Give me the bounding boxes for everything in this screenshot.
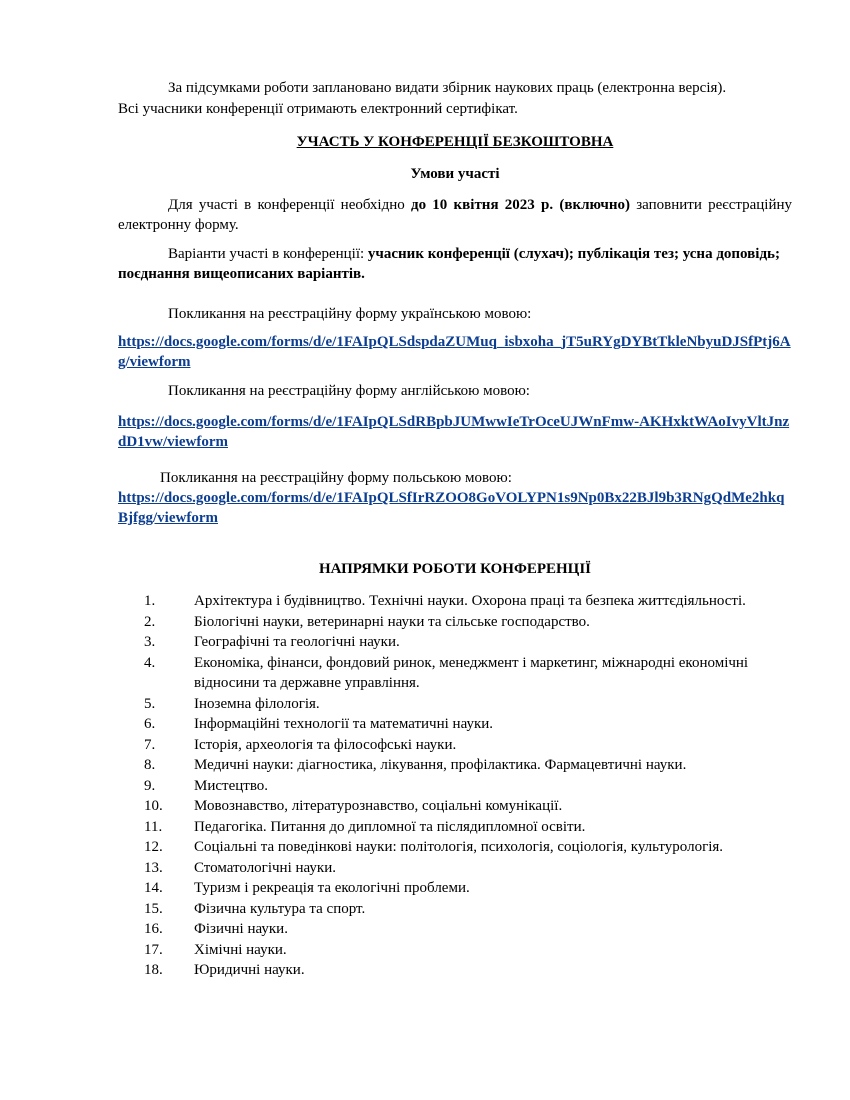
ua-form-link[interactable]: https://docs.google.com/forms/d/e/1FAIpQLSdspdaZUMuq_isbxoha_jT5uRYgDYBtTkleNbyuDJSfPtj6Ag/viewform bbox=[118, 334, 791, 370]
direction-item bbox=[118, 899, 792, 920]
direction-number: 5. bbox=[144, 695, 156, 712]
direction-text: Історія, археологія та філософські науки. bbox=[194, 736, 457, 753]
direction-number: 18. bbox=[144, 962, 163, 978]
direction-item bbox=[118, 878, 792, 899]
en-form-link-wrap bbox=[118, 412, 792, 452]
direction-item bbox=[118, 755, 792, 776]
intro-line-2: Всі учасники конференції отримають електронний сертифікат. bbox=[118, 101, 518, 117]
direction-number: 3. bbox=[144, 634, 156, 650]
deadline-text-after: заповнити реєстраційну електронну форму. bbox=[118, 197, 792, 233]
direction-item bbox=[118, 919, 792, 940]
direction-text: Інформаційні технології та математичні науки. bbox=[194, 716, 494, 732]
deadline-text-before: Для участі в конференції необхідно bbox=[168, 197, 411, 213]
en-form-label: Покликання на реєстраційну форму англійською мовою: bbox=[168, 383, 530, 399]
free-participation-heading: УЧАСТЬ У КОНФЕРЕНЦІЇ БЕЗКОШТОВНА bbox=[296, 134, 614, 150]
pl-form-link-wrap bbox=[118, 488, 792, 528]
direction-item bbox=[118, 940, 792, 961]
direction-text: Педагогіка. Питання до дипломної та післядипломної освіти. bbox=[194, 818, 586, 835]
direction-text: Юридичні науки. bbox=[194, 962, 305, 978]
intro-line-1: За підсумками роботи заплановано видати збірник наукових праць (електронна версія). bbox=[168, 80, 727, 96]
direction-text: Стоматологічні науки. bbox=[194, 859, 336, 876]
pl-form-label: Покликання на реєстраційну форму польською мовою: bbox=[160, 470, 512, 486]
variants-label: Варіанти участі в конференції: bbox=[168, 246, 368, 262]
direction-number: 6. bbox=[144, 716, 156, 732]
direction-text: Архітектура і будівництво. Технічні науки. Охорона праці та безпека життєдіяльності. bbox=[194, 593, 746, 609]
directions-list bbox=[118, 591, 792, 981]
direction-text: Фізична культура та спорт. bbox=[194, 900, 366, 917]
direction-number: 4. bbox=[144, 654, 156, 671]
direction-item bbox=[118, 735, 792, 756]
direction-text: Біологічні науки, ветеринарні науки та сільське господарство. bbox=[194, 613, 590, 630]
en-form-link[interactable]: https://docs.google.com/forms/d/e/1FAIpQLSdRBpbJUMwwIeTrOceUJWnFmw-AKHxktWAoIvyVltJnzdD1vw/viewform bbox=[118, 414, 790, 450]
direction-text: Мовознавство, літературознавство, соціальні комунікації. bbox=[194, 798, 563, 814]
ua-form-label: Покликання на реєстраційну форму українською мовою: bbox=[168, 306, 532, 322]
direction-number: 11. bbox=[144, 818, 163, 835]
variants-paragraph bbox=[118, 244, 792, 284]
direction-number: 17. bbox=[144, 941, 163, 958]
direction-number: 7. bbox=[144, 736, 156, 753]
direction-number: 16. bbox=[144, 921, 163, 937]
direction-item bbox=[118, 858, 792, 879]
direction-item bbox=[118, 632, 792, 653]
direction-number: 2. bbox=[144, 613, 156, 630]
direction-number: 1. bbox=[144, 593, 156, 609]
direction-item bbox=[118, 837, 792, 858]
direction-item bbox=[118, 591, 792, 612]
direction-number: 8. bbox=[144, 757, 156, 773]
direction-item bbox=[118, 612, 792, 633]
direction-text: Економіка, фінанси, фондовий ринок, менеджмент і маркетинг, міжнародні економічні відносини та державне управління. bbox=[194, 654, 749, 691]
deadline-paragraph bbox=[118, 195, 792, 235]
direction-text: Географічні та геологічні науки. bbox=[194, 634, 400, 650]
direction-text: Фізичні науки. bbox=[194, 921, 288, 937]
direction-text: Туризм і рекреація та екологічні проблеми. bbox=[194, 880, 470, 896]
direction-number: 13. bbox=[144, 859, 163, 876]
directions-heading: НАПРЯМКИ РОБОТИ КОНФЕРЕНЦІЇ bbox=[318, 561, 592, 577]
direction-text: Мистецтво. bbox=[194, 777, 269, 794]
direction-text: Хімічні науки. bbox=[194, 941, 287, 958]
conditions-heading: Умови участі bbox=[410, 166, 500, 182]
direction-item bbox=[118, 776, 792, 797]
direction-item bbox=[118, 653, 792, 694]
direction-item bbox=[118, 817, 792, 838]
ua-form-link-wrap bbox=[118, 332, 792, 372]
direction-number: 10. bbox=[144, 798, 163, 814]
variants-text: учасник конференції (слухач); публікація тез; усна доповідь; поєднання вищеописаних варіантів. bbox=[118, 246, 780, 282]
direction-number: 9. bbox=[144, 777, 156, 794]
direction-item bbox=[118, 796, 792, 817]
direction-text: Соціальні та поведінкові науки: політологія, психологія, соціологія, культурологія. bbox=[194, 839, 724, 855]
direction-item bbox=[118, 694, 792, 715]
direction-item bbox=[118, 714, 792, 735]
pl-form-link[interactable]: https://docs.google.com/forms/d/e/1FAIpQLSfIrRZOO8GoVOLYPN1s9Np0Bx22BJl9b3RNgQdMe2hkqBjfgg/viewform bbox=[118, 490, 785, 526]
deadline-date: до 10 квітня 2023 р. (включно) bbox=[410, 197, 630, 213]
direction-number: 15. bbox=[144, 900, 163, 917]
direction-item bbox=[118, 960, 792, 981]
direction-number: 14. bbox=[144, 880, 163, 896]
direction-number: 12. bbox=[144, 839, 163, 855]
direction-text: Медичні науки: діагностика, лікування, профілактика. Фармацевтичні науки. bbox=[194, 757, 687, 773]
direction-text: Іноземна філологія. bbox=[194, 695, 320, 712]
